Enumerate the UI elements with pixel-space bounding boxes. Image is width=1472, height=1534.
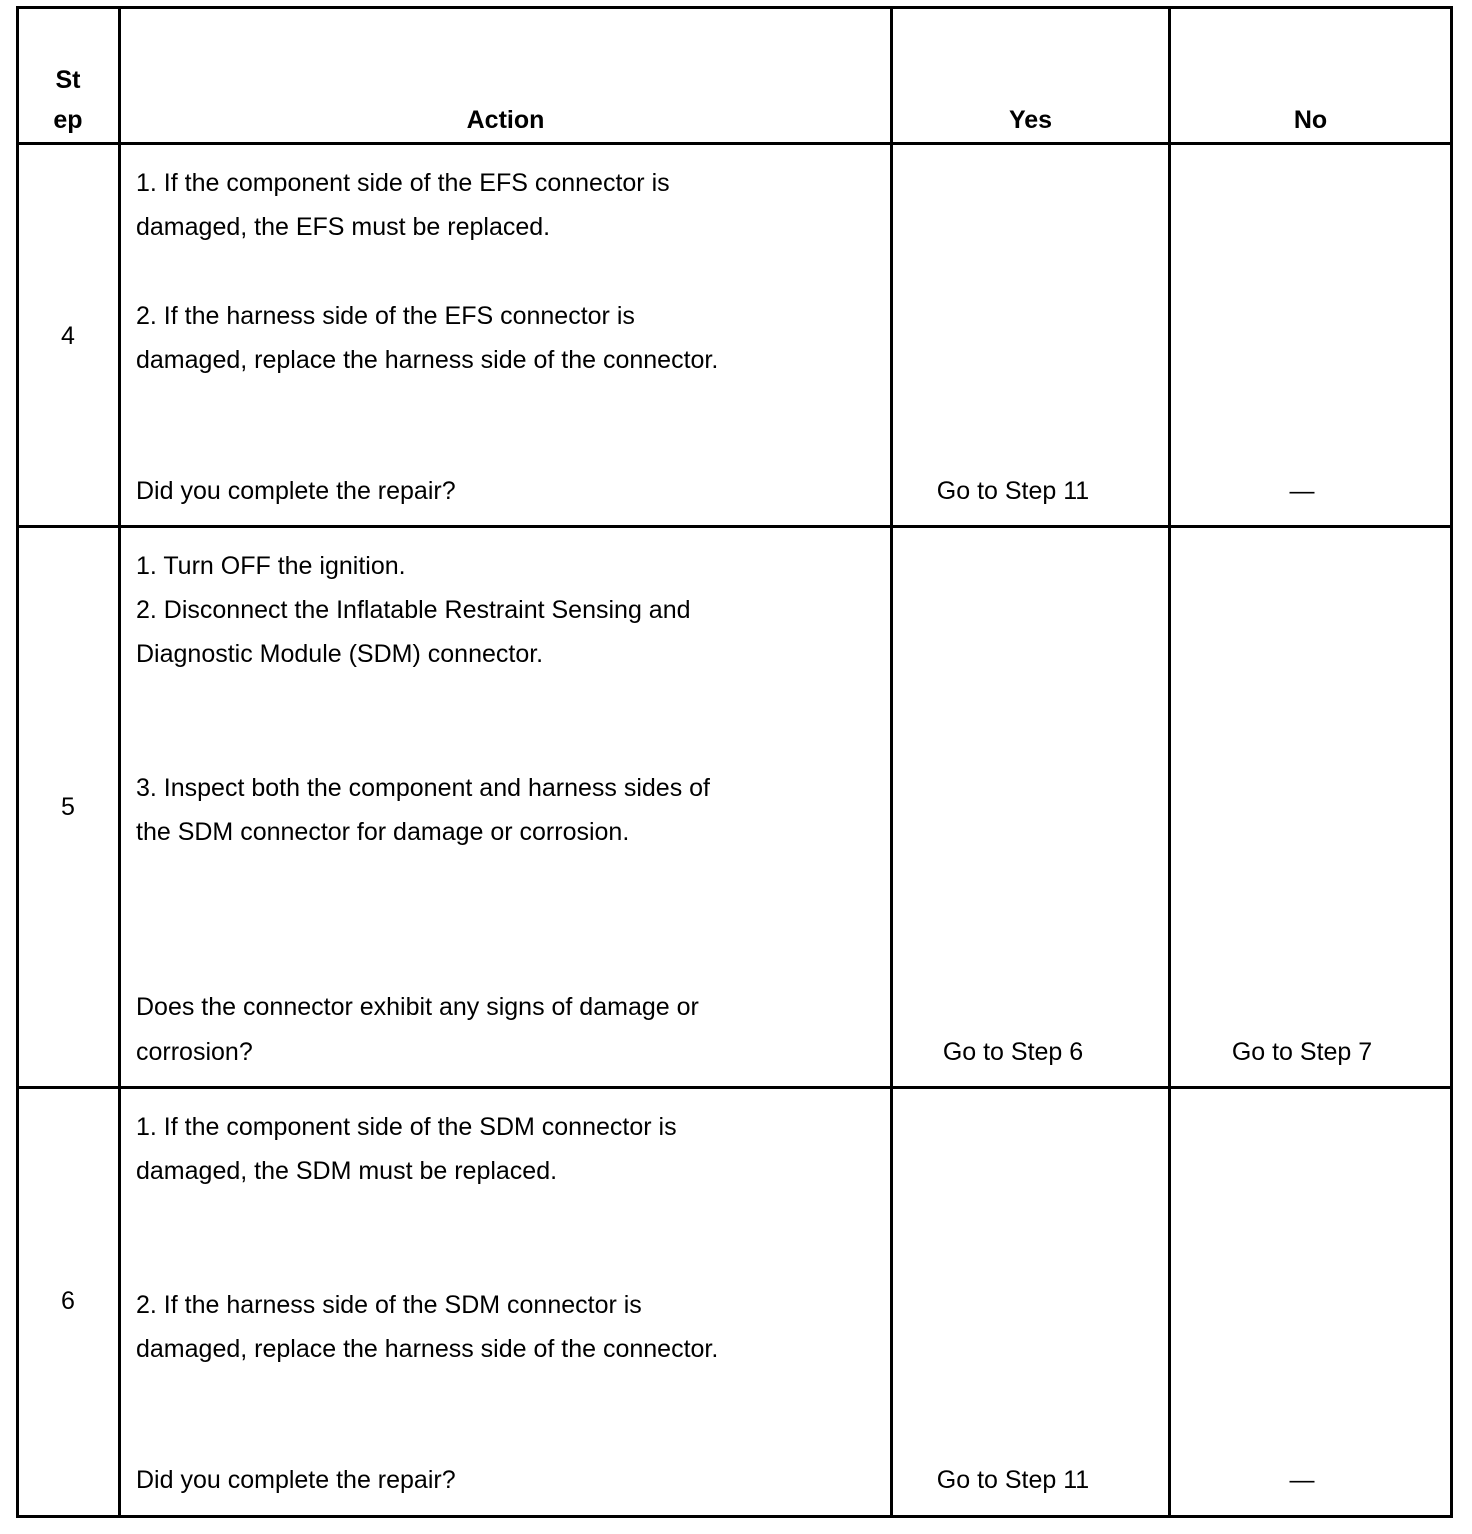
table-border-right (1450, 6, 1453, 1518)
header-yes: Yes (1008, 106, 1053, 134)
header-step-line1: St (55, 66, 81, 94)
action-line: Diagnostic Module (SDM) connector. (136, 640, 544, 668)
action-line: damaged, the SDM must be replaced. (136, 1157, 558, 1185)
column-divider-step-action (118, 6, 121, 1518)
action-line: 2. If the harness side of the SDM connector is (136, 1291, 642, 1319)
action-line: 1. If the component side of the EFS connector is (136, 169, 670, 197)
action-line: damaged, replace the harness side of the connector. (136, 1335, 719, 1363)
step-number: 4 (61, 322, 75, 350)
action-line: 1. Turn OFF the ignition. (136, 552, 406, 580)
header-no: No (1293, 106, 1328, 134)
action-line: 2. Disconnect the Inflatable Restraint Sensing and (136, 596, 691, 624)
action-line: damaged, the EFS must be replaced. (136, 213, 551, 241)
action-question: Does the connector exhibit any signs of damage or (136, 993, 699, 1021)
table-border-top (16, 6, 1453, 9)
step-number: 6 (61, 1287, 75, 1315)
action-line: the SDM connector for damage or corrosion. (136, 818, 630, 846)
no-result: — (1289, 1466, 1315, 1494)
action-line: 1. If the component side of the SDM connector is (136, 1113, 677, 1141)
row-divider-4-5 (16, 525, 1453, 528)
no-result: — (1289, 477, 1315, 505)
no-result: Go to Step 7 (1231, 1038, 1373, 1066)
yes-result: Go to Step 11 (936, 1466, 1090, 1494)
action-line: damaged, replace the harness side of the connector. (136, 346, 719, 374)
step-number: 5 (61, 793, 75, 821)
action-line: 2. If the harness side of the EFS connector is (136, 302, 635, 330)
header-step-line2: ep (53, 106, 83, 134)
yes-result: Go to Step 11 (936, 477, 1090, 505)
column-divider-action-yes (890, 6, 893, 1518)
column-divider-yes-no (1168, 6, 1171, 1518)
diagnostic-table (16, 6, 1453, 1518)
row-divider-5-6 (16, 1086, 1453, 1089)
action-question: Did you complete the repair? (136, 1466, 456, 1494)
header-divider (16, 142, 1453, 145)
yes-result: Go to Step 6 (942, 1038, 1084, 1066)
header-action: Action (466, 106, 545, 134)
table-border-bottom (16, 1515, 1453, 1518)
action-question: corrosion? (136, 1038, 253, 1066)
action-line: 3. Inspect both the component and harness sides of (136, 774, 710, 802)
action-question: Did you complete the repair? (136, 477, 456, 505)
